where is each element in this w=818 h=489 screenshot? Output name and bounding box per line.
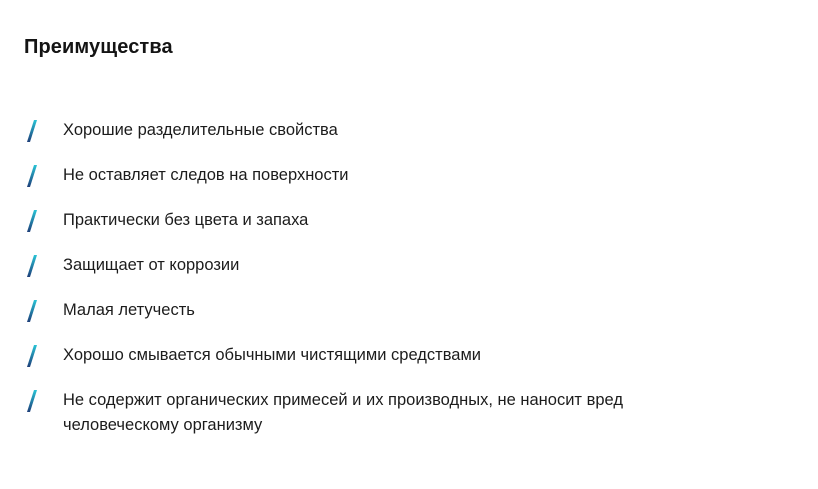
list-item-text: Не оставляет следов на поверхности bbox=[63, 166, 349, 184]
slash-marker-icon bbox=[26, 344, 38, 368]
list-item-text: Малая летучесть bbox=[63, 301, 195, 319]
list-item-text: Хорошие разделительные свойства bbox=[63, 121, 338, 139]
advantages-list bbox=[24, 118, 784, 458]
list-item-text: Практически без цвета и запаха bbox=[63, 211, 309, 229]
advantages-section bbox=[24, 34, 784, 434]
slash-marker-icon bbox=[26, 299, 38, 323]
list-item bbox=[24, 118, 784, 143]
list-item bbox=[24, 163, 784, 188]
list-item-text: Не содержит органических примесей и их производных, не наносит вред человеческому организму bbox=[63, 391, 623, 434]
slash-marker-icon bbox=[26, 164, 38, 188]
slash-marker-icon bbox=[26, 254, 38, 278]
list-item-text: Хорошо смывается обычными чистящими средствами bbox=[63, 346, 482, 364]
list-item bbox=[24, 253, 784, 278]
list-item bbox=[24, 343, 784, 368]
slash-marker-icon bbox=[26, 119, 38, 143]
list-item-text: Защищает от коррозии bbox=[63, 256, 240, 274]
section-title: Преимущества bbox=[24, 36, 173, 58]
list-item bbox=[24, 388, 784, 438]
slash-marker-icon bbox=[26, 209, 38, 233]
list-item bbox=[24, 208, 784, 233]
list-item bbox=[24, 298, 784, 323]
slash-marker-icon bbox=[26, 389, 38, 413]
